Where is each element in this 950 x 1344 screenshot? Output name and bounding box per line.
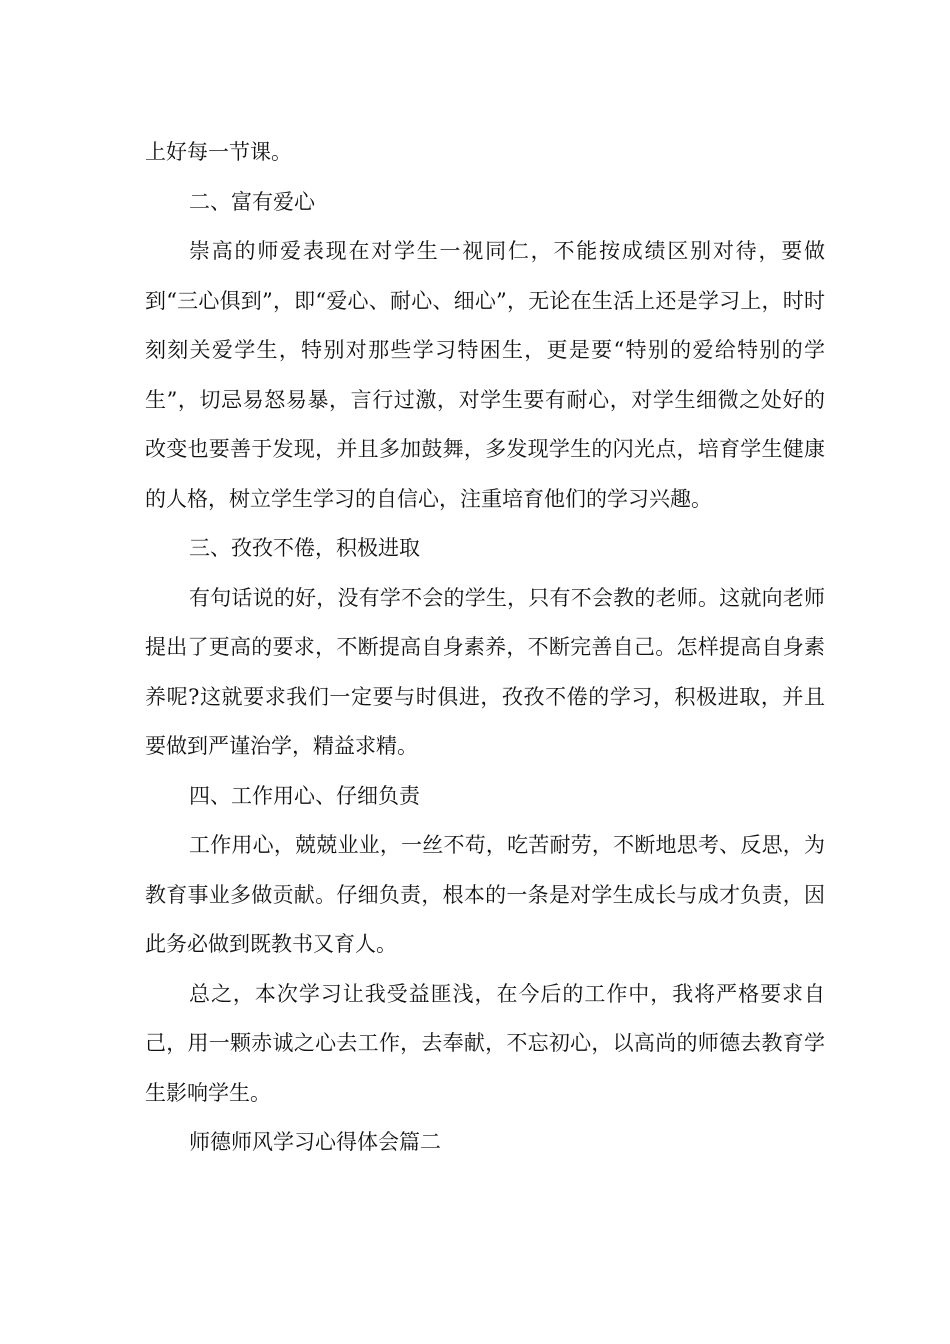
document-body	[145, 128, 825, 1168]
next-article-title: 师德师风学习心得体会篇二	[189, 1130, 441, 1154]
section-heading-responsibility: 四、工作用心、仔细负责	[189, 783, 420, 808]
paragraph-conclusion: 总之，本次学习让我受益匪浅，在今后的工作中，我将严格要求自己，用一颗赤诚之心去工作，去奉献，不忘初心，以高尚的师德去教育学生影响学生。	[145, 981, 825, 1105]
paragraph-diligence: 有句话说的好，没有学不会的学生，只有不会教的老师。这就向老师提出了更高的要求，不断提高自身素养，不断完善自己。怎样提高自身素养呢?这就要求我们一定要与时俱进，孜孜不倦的学习，积极进取，并且要做到严谨治学，精益求精。	[145, 585, 825, 758]
paragraph-continuation: 上好每一节课。	[145, 140, 292, 164]
section-heading-diligence: 三、孜孜不倦，积极进取	[189, 536, 420, 560]
paragraph-love: 崇高的师爱表现在对学生一视同仁，不能按成绩区别对待，要做到“三心俱到”，即“爱心、耐心、细心”，无论在生活上还是学习上，时时刻刻关爱学生，特别对那些学习特困生，更是要“特别的爱给特别的学生”，切忌易怒易暴，言行过激，对学生要有耐心，对学生细微之处好的改变也要善于发现，并且多加鼓舞，多发现学生的闪光点，培育学生健康的人格，树立学生学习的自信心，注重培育他们的学习兴趣。	[145, 239, 825, 511]
section-heading-love: 二、富有爱心	[189, 189, 315, 214]
paragraph-responsibility: 工作用心，兢兢业业，一丝不苟，吃苦耐劳，不断地思考、反思，为教育事业多做贡献。仔细负责，根本的一条是对学生成长与成才负责，因此务必做到既教书又育人。	[145, 833, 825, 956]
